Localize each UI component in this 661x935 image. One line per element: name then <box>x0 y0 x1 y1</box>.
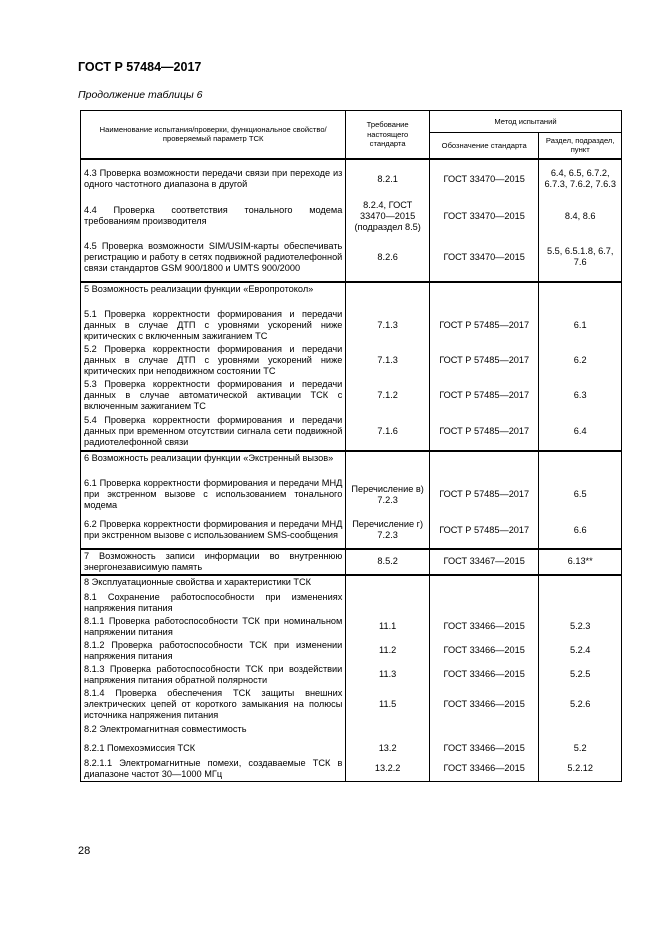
row-requirement: 11.3 <box>346 663 430 687</box>
table-row <box>81 378 622 413</box>
row-name: 5.1 Проверка корректности формирования и передачи данных в случае ДТП с уровнями ускорений ниже критических с включенным зажиганием ТС <box>81 308 346 343</box>
row-standard: ГОСТ 33466—2015 <box>429 615 538 639</box>
row-section <box>539 723 622 740</box>
table-row <box>81 159 622 199</box>
row-section: 5.5, 6.5.1.8, 6.7, 7.6 <box>539 234 622 282</box>
row-section: 6.3 <box>539 378 622 413</box>
row-section <box>539 575 622 591</box>
row-standard <box>429 723 538 740</box>
row-standard <box>429 591 538 615</box>
row-standard <box>429 282 538 308</box>
row-requirement: 8.5.2 <box>346 549 430 575</box>
row-section: 5.2.3 <box>539 615 622 639</box>
row-standard: ГОСТ 33466—2015 <box>429 663 538 687</box>
row-name: 8.1.1 Проверка работоспособности ТСК при номинальном напряжении питания <box>81 615 346 639</box>
row-section: 5.2.4 <box>539 639 622 663</box>
row-requirement: 11.5 <box>346 687 430 723</box>
row-standard: ГОСТ Р 57485—2017 <box>429 308 538 343</box>
row-standard: ГОСТ 33466—2015 <box>429 639 538 663</box>
table-row <box>81 687 622 723</box>
row-standard: ГОСТ 33470—2015 <box>429 159 538 199</box>
table-row <box>81 413 622 451</box>
header-standard-designation: Обозначение стандарта <box>429 133 538 159</box>
row-name: 6.1 Проверка корректности формирования и передачи МНД при экстренном вызове с использованием тонального модема <box>81 477 346 513</box>
row-name: 5.3 Проверка корректности формирования и передачи данных в случае автоматической активации ТСК с включенным зажиганием ТС <box>81 378 346 413</box>
row-requirement: Перечисление в) 7.2.3 <box>346 477 430 513</box>
row-standard: ГОСТ 33470—2015 <box>429 234 538 282</box>
row-requirement: 13.2.2 <box>346 757 430 782</box>
table-continuation-caption: Продолжение таблицы 6 <box>78 89 203 101</box>
row-section: 5.2.6 <box>539 687 622 723</box>
row-standard: ГОСТ Р 57485—2017 <box>429 513 538 549</box>
table-row <box>81 477 622 513</box>
table-row <box>81 513 622 549</box>
row-section: 6.5 <box>539 477 622 513</box>
row-requirement: 7.1.3 <box>346 308 430 343</box>
row-name: 7 Возможность записи информации во внутреннюю энергонезависимую память <box>81 549 346 575</box>
page-number: 28 <box>78 845 91 857</box>
table-row <box>81 757 622 782</box>
table-row <box>81 549 622 575</box>
row-section: 8.4, 8.6 <box>539 199 622 234</box>
row-name: 8.1 Сохранение работоспособности при изменениях напряжения питания <box>81 591 346 615</box>
row-requirement: 7.1.6 <box>346 413 430 451</box>
row-section: 6.2 <box>539 343 622 378</box>
row-section: 6.4 <box>539 413 622 451</box>
row-standard: ГОСТ 33466—2015 <box>429 757 538 782</box>
table-row <box>81 199 622 234</box>
table-row <box>81 591 622 615</box>
row-name: 4.3 Проверка возможности передачи связи при переходе из одного частотного диапазона в другой <box>81 159 346 199</box>
row-requirement: 11.1 <box>346 615 430 639</box>
row-requirement: 7.1.2 <box>346 378 430 413</box>
row-name: 8 Эксплуатационные свойства и характеристики ТСК <box>81 575 346 591</box>
row-section: 6.6 <box>539 513 622 549</box>
row-standard: ГОСТ 33470—2015 <box>429 199 538 234</box>
table-row <box>81 740 622 757</box>
header-test-method: Метод испытаний <box>429 111 621 133</box>
row-standard: ГОСТ Р 57485—2017 <box>429 477 538 513</box>
row-name: 8.2.1 Помехоэмиссия ТСК <box>81 740 346 757</box>
row-requirement: 8.2.4, ГОСТ 33470—2015 (подраздел 8.5) <box>346 199 430 234</box>
row-name: 5 Возможность реализации функции «Европротокол» <box>81 282 346 308</box>
row-name: 4.5 Проверка возможности SIM/USIM-карты обеспечивать регистрацию и работу в сетях подвижной радиотелефонной связи стандартов GSM 900/1800 и UMTS 900/2000 <box>81 234 346 282</box>
row-standard: ГОСТ 33466—2015 <box>429 740 538 757</box>
row-section: 5.2.5 <box>539 663 622 687</box>
table-row <box>81 723 622 740</box>
row-requirement: 7.1.3 <box>346 343 430 378</box>
row-section: 6.13** <box>539 549 622 575</box>
header-test-name: Наименование испытания/проверки, функциональное свойство/проверяемый параметр ТСК <box>81 111 346 159</box>
row-requirement <box>346 591 430 615</box>
row-standard: ГОСТ 33467—2015 <box>429 549 538 575</box>
row-section: 6.4, 6.5, 6.7.2, 6.7.3, 7.6.2, 7.6.3 <box>539 159 622 199</box>
table-row <box>81 575 622 591</box>
row-standard <box>429 451 538 477</box>
row-section <box>539 451 622 477</box>
row-requirement: 13.2 <box>346 740 430 757</box>
row-section: 5.2.12 <box>539 757 622 782</box>
row-requirement <box>346 723 430 740</box>
table-row <box>81 663 622 687</box>
row-standard <box>429 575 538 591</box>
row-standard: ГОСТ 33466—2015 <box>429 687 538 723</box>
row-name: 8.2 Электромагнитная совместимость <box>81 723 346 740</box>
header-section: Раздел, подраздел, пункт <box>539 133 622 159</box>
table-row <box>81 451 622 477</box>
table-row <box>81 639 622 663</box>
document-title: ГОСТ Р 57484—2017 <box>78 60 202 74</box>
row-name: 4.4 Проверка соответствия тонального модема требованиям производителя <box>81 199 346 234</box>
row-section: 5.2 <box>539 740 622 757</box>
row-standard: ГОСТ Р 57485—2017 <box>429 413 538 451</box>
row-name: 6 Возможность реализации функции «Экстренный вызов» <box>81 451 346 477</box>
row-standard: ГОСТ Р 57485—2017 <box>429 343 538 378</box>
row-section <box>539 591 622 615</box>
row-name: 5.4 Проверка корректности формирования и передачи данных при временном отсутствии сигнала сети подвижной радиотелефонной связи <box>81 413 346 451</box>
row-requirement: Перечисление г) 7.2.3 <box>346 513 430 549</box>
row-name: 5.2 Проверка корректности формирования и передачи данных в случае ДТП с уровнями ускорений ниже критических при неподвижном состоянии ТС <box>81 343 346 378</box>
row-requirement: 11.2 <box>346 639 430 663</box>
row-section: 6.1 <box>539 308 622 343</box>
row-name: 8.1.3 Проверка работоспособности ТСК при воздействии напряжения питания обратной полярности <box>81 663 346 687</box>
row-name: 8.2.1.1 Электромагнитные помехи, создаваемые ТСК в диапазоне частот 30—1000 МГц <box>81 757 346 782</box>
row-name: 8.1.4 Проверка обеспечения ТСК защиты внешних электрических цепей от короткого замыкания на полюсы источника напряжения питания <box>81 687 346 723</box>
row-requirement <box>346 282 430 308</box>
table-row <box>81 615 622 639</box>
row-standard: ГОСТ Р 57485—2017 <box>429 378 538 413</box>
row-requirement <box>346 575 430 591</box>
table-row <box>81 343 622 378</box>
test-methods-table <box>80 110 622 782</box>
row-requirement: 8.2.1 <box>346 159 430 199</box>
table-row <box>81 308 622 343</box>
row-requirement: 8.2.6 <box>346 234 430 282</box>
table-row <box>81 282 622 308</box>
row-name: 6.2 Проверка корректности формирования и передачи МНД при экстренном вызове с использованием SMS-сообщения <box>81 513 346 549</box>
row-requirement <box>346 451 430 477</box>
row-section <box>539 282 622 308</box>
table-row <box>81 234 622 282</box>
row-name: 8.1.2 Проверка работоспособности ТСК при изменении напряжения питания <box>81 639 346 663</box>
header-requirement: Требование настоящего стандарта <box>346 111 430 159</box>
